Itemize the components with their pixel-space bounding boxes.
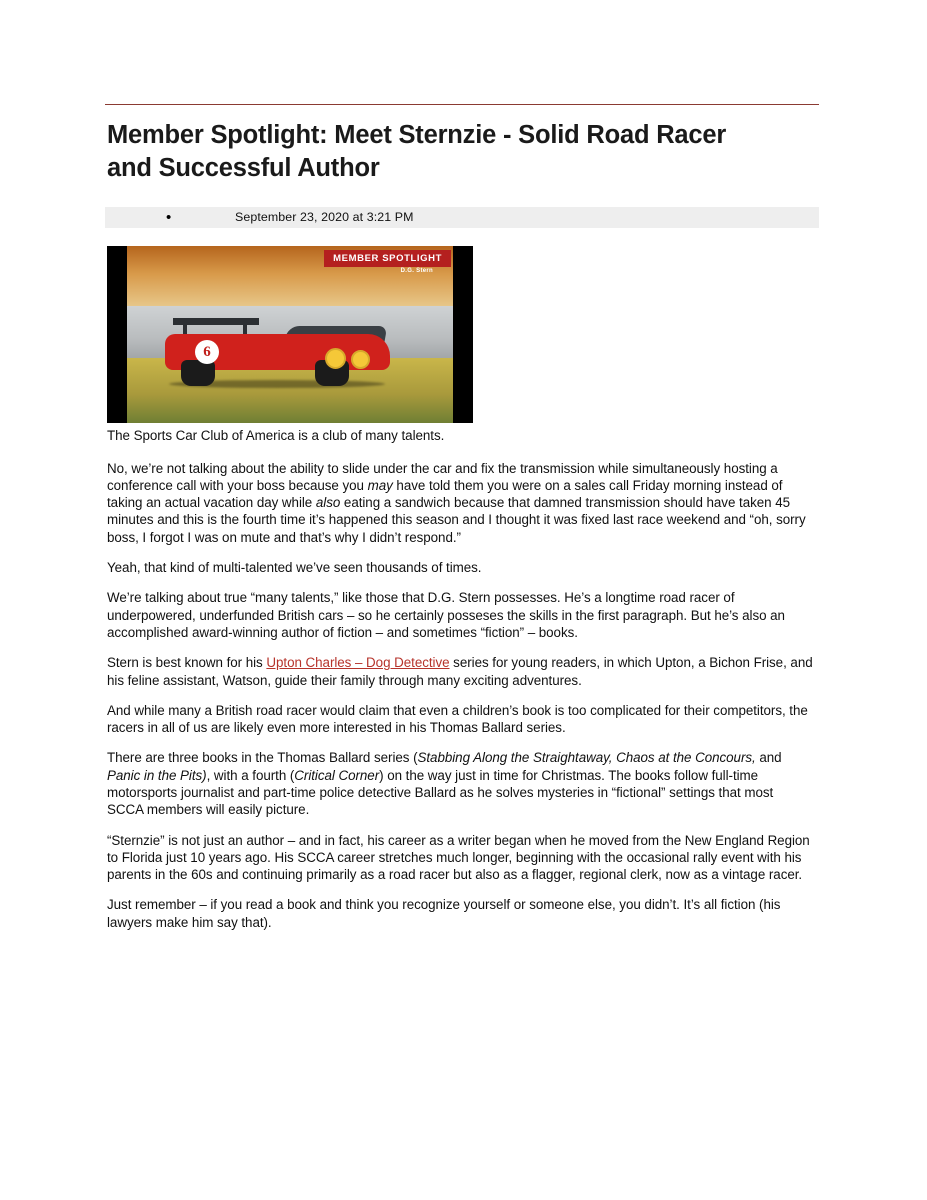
car-wheel-rear — [181, 360, 215, 386]
paragraph-2 — [107, 460, 813, 546]
paragraph-2-part-b: have told them you were on a sales call Friday morning instead of taking an actual vacation day while — [107, 477, 783, 511]
paragraph-4: We’re talking about true “many talents,” like those that D.G. Stern possesses. He’s a longtime road racer of underpowered, underfunded British cars – so he certainly posseses the skills in the first paragraph. But he’s also an accomplished award-winning author of fiction – and sometimes “fiction” – books. — [107, 590, 785, 640]
paragraph-7-emphasis-2: Panic in the Pits) — [107, 767, 207, 783]
photo-banner-subtitle: D.G. Stern — [400, 268, 433, 275]
paragraph-5-part-a: Stern is best known for his — [107, 655, 267, 671]
paragraph-2-emphasis-1: may — [367, 477, 393, 493]
bullet-icon: • — [166, 209, 172, 227]
paragraph-9: Just remember – if you read a book and think you recognize yourself or someone else, you didn’t. It’s all fiction (his lawyers make him say that). — [107, 897, 781, 930]
photo-letterbox-left — [107, 246, 127, 423]
article-meta-bar — [105, 207, 819, 228]
photo-letterbox-right — [453, 246, 473, 423]
paragraph-7-part-d: ) on the way just in time for Christmas. The books follow full-time motorsports journalist and part-time police detective Ballard as he solves mysteries in “fictional” settings that most SCCA members will easily picture. — [107, 767, 774, 818]
race-car-illustration — [165, 312, 390, 388]
paragraph-7-part-a: There are three books in the Thomas Ballard series ( — [107, 750, 418, 766]
paragraph-5-part-b: series for young readers, in which Upton, a Bichon Frise, and his feline assistant, Watson, guide their family through many exciting adventures. — [107, 655, 813, 688]
paragraph-8: “Sternzie” is not just an author – and in fact, his career as a writer began when he moved from the New England Region to Florida just 10 years ago. His SCCA career stretches much longer, beginning with the occasional rally event with his parents in the 60s and continuing primarily as a road racer but also as a flagger, regional clerk, now as a vintage racer. — [107, 832, 810, 883]
paragraph-7-emphasis-3: Critical Corner — [294, 767, 380, 783]
paragraph-2-part-a: No, we’re not talking about the ability to slide under the car and fix the transmission while simultaneously hosting a conference call with your boss because you — [107, 460, 778, 493]
photo-banner-label: MEMBER SPOTLIGHT — [324, 250, 451, 267]
paragraph-7-emphasis-1: Stabbing Along the Straightaway, Chaos at the Concours, — [417, 750, 756, 766]
photo-caption: The Sports Car Club of America is a club of many talents. — [107, 428, 445, 444]
article-date: September 23, 2020 at 3:21 PM — [235, 210, 414, 225]
title-divider — [105, 104, 819, 105]
paragraph-3: Yeah, that kind of multi-talented we’ve seen thousands of times. — [107, 560, 482, 576]
paragraph-5 — [107, 654, 813, 689]
page-title: Member Spotlight: Meet Sternzie - Solid Road Racer and Successful Author — [107, 121, 727, 182]
paragraph-7-part-c: , with a fourth ( — [206, 767, 295, 783]
paragraph-7-part-b: and — [755, 750, 782, 766]
article-container — [105, 104, 819, 944]
article-photo — [107, 246, 473, 423]
paragraph-7 — [107, 749, 813, 818]
upton-charles-link[interactable]: Upton Charles – Dog Detective — [266, 655, 450, 671]
paragraph-6: And while many a British road racer would claim that even a children’s book is too complicated for their competitors, the racers in all of us are likely even more interested in his Thomas Ballard series. — [107, 702, 808, 736]
paragraph-2-part-c: eating a sandwich because that damned transmission should have taken 45 minutes and this is the fourth time it’s happened this season and I thought it was fixed last race weekend and “oh, sorry boss, I forgot I was on mute and that’s why I didn’t respond.” — [107, 495, 806, 545]
paragraph-2-emphasis-2: also — [315, 495, 341, 511]
car-number: 6 — [195, 340, 219, 364]
